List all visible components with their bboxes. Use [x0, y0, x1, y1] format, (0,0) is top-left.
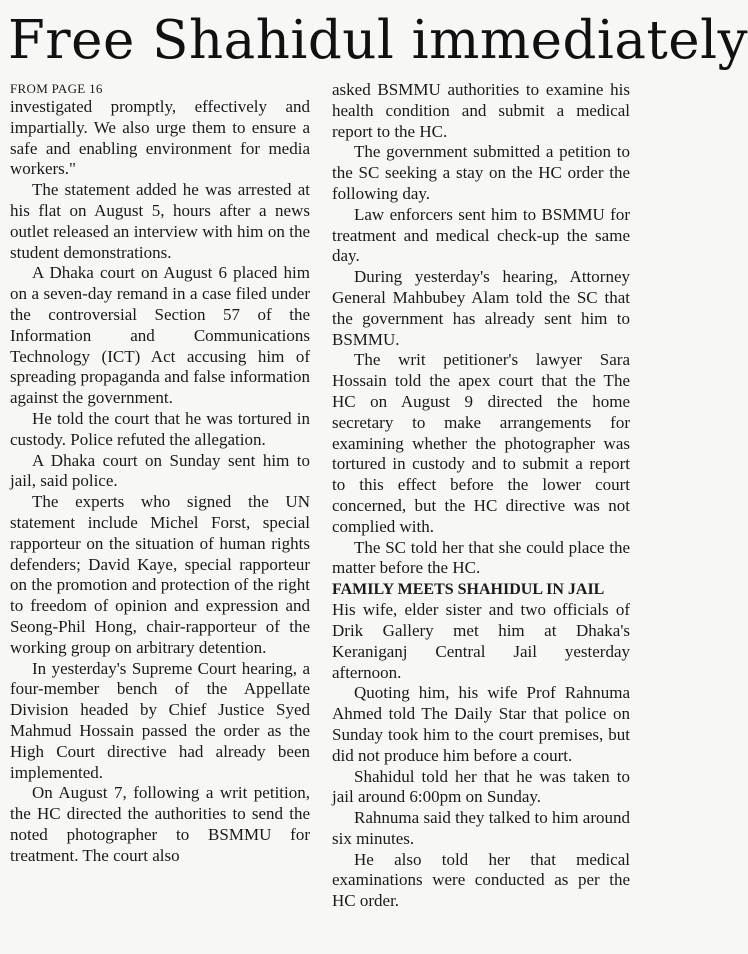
paragraph: During yesterday's hearing, Attorney General Mahbubey Alam told the SC that the government has already sent him to BSMMU. — [332, 267, 630, 349]
subhead: FAMILY MEETS SHAHIDUL IN JAIL — [332, 581, 605, 599]
paragraph: In yesterday's Supreme Court hearing, a four-member bench of the Appellate Division headed by Chief Justice Syed Mahmud Hossain passed the order as the High Court directive had already been implemented. — [10, 658, 310, 782]
paragraph: investigated promptly, effectively and impartially. We also urge them to ensure a safe and enabling environment for media workers." — [10, 97, 310, 179]
paragraph: The government submitted a petition to the SC seeking a stay on the HC order the following day. — [332, 142, 630, 203]
left-column — [10, 80, 310, 866]
paragraph: The SC told her that she could place the matter before the HC. — [332, 537, 630, 578]
paragraph: Quoting him, his wife Prof Rahnuma Ahmed told The Daily Star that police on Sunday took him to the court premises, but did not produce him before a court. — [332, 683, 630, 765]
paragraph: Shahidul told her that he was taken to jail around 6:00pm on Sunday. — [332, 766, 630, 807]
paragraph: A Dhaka court on Sunday sent him to jail, said police. — [10, 450, 310, 491]
right-column — [332, 80, 630, 912]
headline: Free Shahidul immediately — [8, 10, 748, 71]
paragraph: The statement added he was arrested at his flat on August 5, hours after a news outlet released an interview with him on the student demonstrations. — [10, 180, 310, 262]
paragraph: On August 7, following a writ petition, the HC directed the authorities to send the noted photographer to BSMMU for treatment. The court also — [10, 783, 310, 865]
paragraph: The experts who signed the UN statement include Michel Forst, special rapporteur on the situation of human rights defenders; David Kaye, special rapporteur on the promotion and protection of the right to freedom of opinion and expression and Seong-Phil Hong, chair-rapporteur of the working group on arbitrary detention. — [10, 492, 310, 657]
paragraph: The writ petitioner's lawyer Sara Hossain told the apex court that the The HC on August 9 directed the home secretary to make arrangements for examining whether the photographer was tortured in custody and to submit a report to this effect before the lower court concerned, but the HC directive was not complied with. — [332, 350, 630, 536]
kicker: FROM PAGE 16 — [10, 81, 103, 96]
paragraph: He also told her that medical examinations were conducted as per the HC order. — [332, 849, 630, 911]
paragraph: He told the court that he was tortured in custody. Police refuted the allegation. — [10, 408, 310, 449]
paragraph: A Dhaka court on August 6 placed him on a seven-day remand in a case filed under the controversial Section 57 of the Information and Communications Technology (ICT) Act accusing him of spreading propaganda and false information against the government. — [10, 263, 310, 408]
paragraph: Law enforcers sent him to BSMMU for treatment and medical check-up the same day. — [332, 204, 630, 266]
paragraph: asked BSMMU authorities to examine his health condition and submit a medical report to the HC. — [332, 80, 630, 141]
paragraph: His wife, elder sister and two officials of Drik Gallery met him at Dhaka's Keraniganj Central Jail yesterday afternoon. — [332, 600, 630, 682]
paragraph: Rahnuma said they talked to him around six minutes. — [332, 808, 630, 848]
